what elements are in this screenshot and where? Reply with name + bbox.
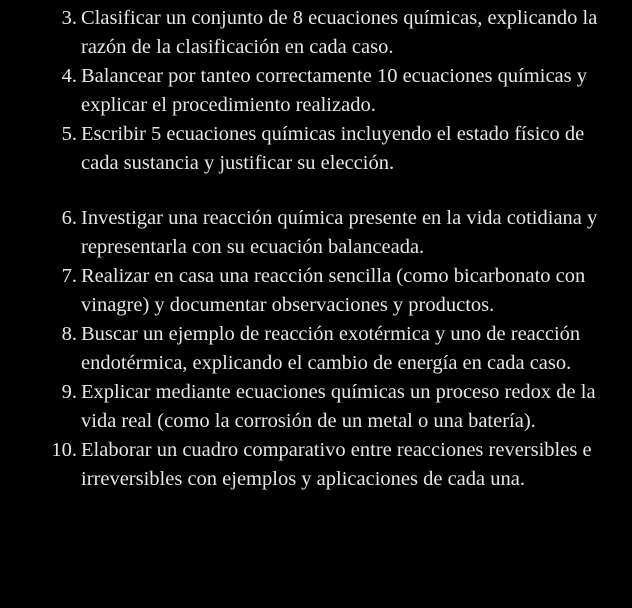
item-number: 7. [61,265,77,287]
task-list [0,4,632,494]
item-text: Investigar una reacción química presente en la vida cotidiana y representarla con su ecuación balanceada. [81,207,598,258]
item-text: Escribir 5 ecuaciones químicas incluyendo el estado físico de cada sustancia y justificar su elección. [81,123,585,174]
item-number: 10. [51,439,77,461]
item-text: Balancear por tanteo correctamente 10 ecuaciones químicas y explicar el procedimiento realizado. [81,65,587,116]
list-item [0,320,632,378]
item-number: 4. [61,65,77,87]
item-text: Explicar mediante ecuaciones químicas un proceso redox de la vida real (como la corrosión de un metal o una batería). [81,381,596,432]
list-item [0,204,632,262]
item-text: Realizar en casa una reacción sencilla (como bicarbonato con vinagre) y documentar observaciones y productos. [81,265,586,316]
list-item [0,262,632,320]
list-item [0,4,632,62]
item-text: Clasificar un conjunto de 8 ecuaciones químicas, explicando la razón de la clasificación en cada caso. [81,7,598,58]
item-text: Buscar un ejemplo de reacción exotérmica y uno de reacción endotérmica, explicando el cambio de energía en cada caso. [81,323,581,374]
item-number: 3. [61,7,77,29]
list-item [0,120,632,178]
item-number: 6. [61,207,77,229]
item-text: Elaborar un cuadro comparativo entre reacciones reversibles e irreversibles con ejemplos y aplicaciones de cada una. [81,439,592,490]
document-body [0,4,632,494]
list-item [0,436,632,494]
item-number: 9. [61,381,77,403]
list-item [0,378,632,436]
item-number: 8. [61,323,77,345]
item-number: 5. [61,123,77,145]
list-item [0,62,632,120]
